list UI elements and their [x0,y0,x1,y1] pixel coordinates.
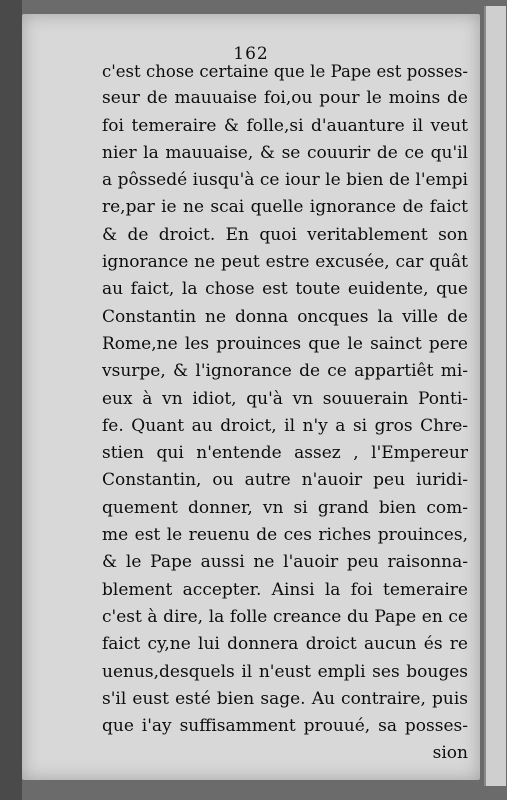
book-gutter-shadow [0,0,22,800]
text-line: c'est chose certaine que le Pape est posses- [102,62,468,81]
page-text [102,58,468,768]
text-line: nier la mauuaise, & se couurir de ce qu'il [102,142,468,163]
text-line: faict cy,ne lui donnera droict aucun és re [102,634,468,655]
page-number: 162 [233,44,269,64]
text-line: seur de mauuaise foi,ou pour le moins de [102,88,468,109]
text-line: Rome,ne les prouinces que le sainct pere [102,333,468,354]
text-line: foi temeraire & folle,si d'auanture il veut [102,115,468,136]
text-line: & de droict. En quoi veritablement son [102,224,468,245]
text-line: a pôssedé iusqu'à ce iour le bien de l'empi [102,170,468,191]
text-line: blement accepter. Ainsi la foi temeraire [102,579,468,600]
text-line: Constantin ne donna oncques la ville de [102,306,468,327]
text-line: stien qui n'entende assez , l'Empereur [102,443,468,464]
text-line: au faict, la chose est toute euidente, que [102,279,468,300]
text-line: eux à vn idiot, qu'à vn souuerain Ponti- [102,388,468,409]
catchword: sion [432,743,468,764]
adjacent-page-edge [484,6,506,786]
text-line: s'il eust esté bien sage. Au contraire, puis [102,688,468,709]
text-line: me est le reuenu de ces riches prouinces, [102,525,468,546]
text-line: vsurpe, & l'ignorance de ce appartiêt mi- [102,361,468,382]
text-line: que i'ay suffisamment prouué, sa posses- [102,716,468,737]
text-line: quement donner, vn si grand bien com- [102,497,468,518]
text-line: uenus,desquels il n'eust empli ses bouges [102,661,468,682]
text-line: c'est à dire, la folle creance du Pape en ce [102,606,468,627]
text-line: re,par ie ne scai quelle ignorance de faict [102,197,468,218]
text-line: ignorance ne peut estre excusée, car quât [102,252,468,273]
text-line: fe. Quant au droict, il n'y a si gros Chre- [102,415,468,436]
text-line: Constantin, ou autre n'auoir peu iuridi- [102,470,468,491]
text-line: & le Pape aussi ne l'auoir peu raisonna- [102,552,468,573]
